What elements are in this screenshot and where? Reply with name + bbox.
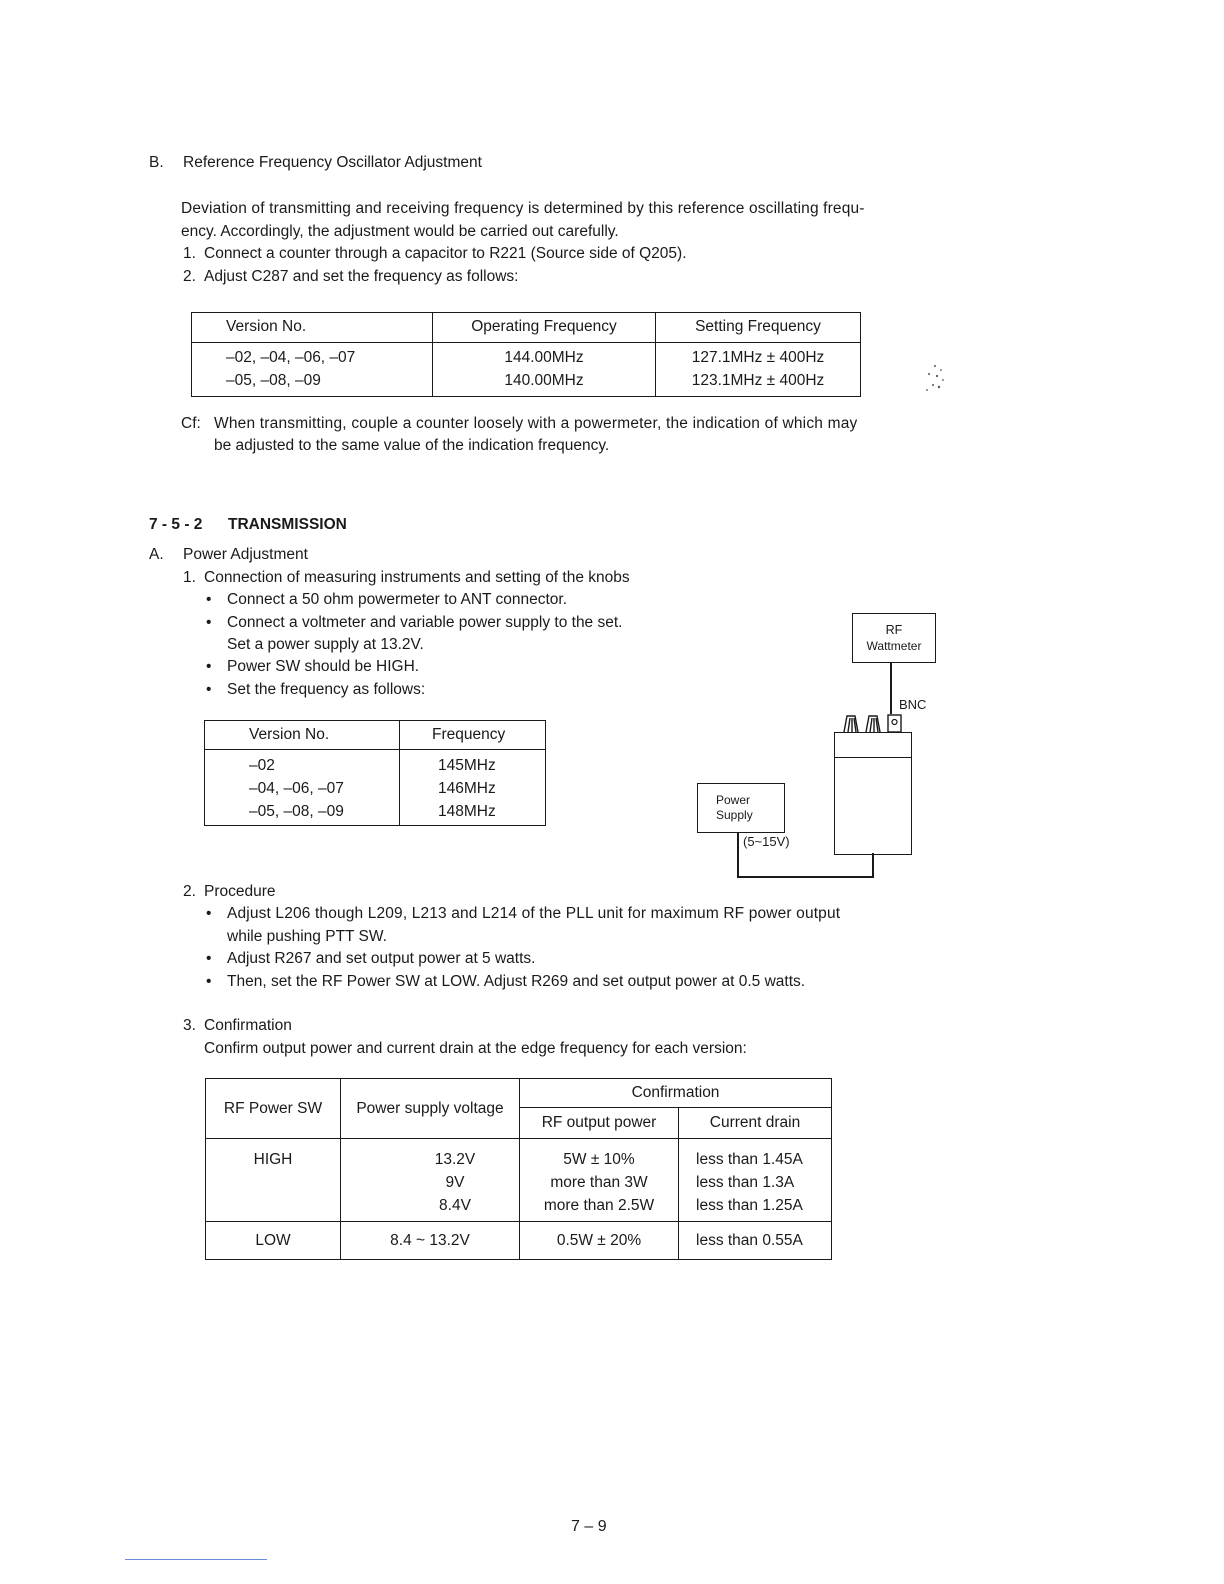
section-b-step1: Connect a counter through a capacitor to R221 (Source side of Q205). <box>204 245 687 262</box>
wattmeter-label-line1: RF <box>885 623 903 637</box>
list-item: less than 1.3A <box>696 1174 795 1191</box>
list-item: more than 2.5W <box>543 1197 655 1214</box>
table-header: Frequency <box>400 721 546 750</box>
list-item-continuation: while pushing PTT SW. <box>227 928 387 945</box>
procedure-title: Procedure <box>204 883 276 900</box>
list-item: –02, –04, –06, –07 <box>226 349 356 366</box>
tx-step1: Connection of measuring instruments and setting of the knobs <box>204 569 630 586</box>
list-item: –05, –08, –09 <box>226 372 321 389</box>
table-cell-operating <box>433 343 656 397</box>
subsection-a-title: Power Adjustment <box>183 546 308 563</box>
knob-icon <box>866 716 880 732</box>
section-b-heading: Reference Frequency Oscillator Adjustment <box>183 154 482 171</box>
section-b-letter: B. <box>149 154 164 171</box>
radio-top-panel <box>834 732 912 760</box>
section-b-step1-number: 1. <box>183 245 196 262</box>
table-cell-frequency <box>400 750 546 826</box>
table-row <box>206 1139 832 1222</box>
list-item: 144.00MHz <box>504 349 584 366</box>
table-cell <box>341 1139 520 1222</box>
bnc-cable <box>890 662 892 714</box>
scan-speck-icon <box>915 358 955 398</box>
supply-cable-bottom <box>737 876 874 878</box>
table-row <box>206 1222 832 1260</box>
power-supply-box <box>697 783 785 833</box>
table-cell: 0.5W ± 20% <box>520 1222 679 1260</box>
table-header: RF Power SW <box>206 1079 341 1139</box>
tx-step1-number: 1. <box>183 569 196 586</box>
section-b-step2: Adjust C287 and set the frequency as follows: <box>204 268 519 285</box>
supply-cable-left <box>737 832 739 878</box>
table-cell-setting <box>656 343 861 397</box>
table-cell: LOW <box>206 1222 341 1260</box>
list-item: less than 1.45A <box>696 1151 803 1168</box>
confirmation-title: Confirmation <box>204 1017 292 1034</box>
table-cell-version <box>205 750 400 826</box>
list-item: 123.1MHz ± 400Hz <box>691 372 825 389</box>
list-item: less than 1.25A <box>696 1197 803 1214</box>
section-b-paragraph-line1: Deviation of transmitting and receiving frequency is determined by this reference oscillating frequ- <box>181 200 865 217</box>
table-header: Confirmation <box>520 1079 832 1108</box>
confirmation-text: Confirm output power and current drain at the edge frequency for each version: <box>204 1040 747 1057</box>
list-item: 127.1MHz ± 400Hz <box>691 349 825 366</box>
list-item: • Power SW should be HIGH. <box>227 658 419 676</box>
list-item: • Adjust L206 though L209, L213 and L214 of the PLL unit for maximum RF power output <box>227 905 840 923</box>
section-title: TRANSMISSION <box>228 516 347 533</box>
list-item: 9V <box>445 1174 465 1191</box>
list-item: –02 <box>249 757 275 774</box>
table-header: Version No. <box>192 313 433 343</box>
table-cell <box>206 1139 341 1222</box>
radio-knobs <box>842 712 912 734</box>
supply-range-label: (5~15V) <box>743 834 790 849</box>
list-item: 148MHz <box>438 803 496 820</box>
list-item: 5W ± 10% <box>563 1151 635 1168</box>
table-cell: 8.4 ~ 13.2V <box>341 1222 520 1260</box>
list-item: 13.2V <box>434 1151 476 1168</box>
list-item: –05, –08, –09 <box>249 803 344 820</box>
confirmation-table <box>205 1078 832 1260</box>
page-number: 7 – 9 <box>571 1518 607 1535</box>
table-header: Version No. <box>205 721 400 750</box>
bnc-label: BNC <box>899 697 927 712</box>
list-item: • Connect a voltmeter and variable power supply to the set. <box>227 614 622 632</box>
list-item: 140.00MHz <box>504 372 584 389</box>
radio-body <box>834 757 912 855</box>
table-header: Power supply voltage <box>341 1079 520 1139</box>
list-item: –04, –06, –07 <box>249 780 344 797</box>
list-item: • Set the frequency as follows: <box>227 681 425 699</box>
table-cell <box>679 1139 832 1222</box>
table-header: Setting Frequency <box>656 313 861 343</box>
confirmation-number: 3. <box>183 1017 196 1034</box>
list-item-continuation: Set a power supply at 13.2V. <box>227 636 424 653</box>
table-header: Operating Frequency <box>433 313 656 343</box>
section-b-step2-number: 2. <box>183 268 196 285</box>
list-item: • Connect a 50 ohm powermeter to ANT connector. <box>227 591 567 609</box>
supply-label-line1: Power <box>716 793 751 807</box>
list-item: • Adjust R267 and set output power at 5 watts. <box>227 950 535 968</box>
bottom-scan-line <box>125 1559 267 1560</box>
table-cell-version <box>192 343 433 397</box>
wattmeter-label-line2: Wattmeter <box>866 639 922 653</box>
cf-line2: be adjusted to the same value of the indication frequency. <box>214 437 610 454</box>
subsection-a-letter: A. <box>149 546 164 563</box>
list-item: more than 3W <box>550 1174 648 1191</box>
list-item: • Then, set the RF Power SW at LOW. Adjust R269 and set output power at 0.5 watts. <box>227 973 805 991</box>
cf-line1: When transmitting, couple a counter loosely with a powermeter, the indication of which may <box>214 415 858 432</box>
section-number: 7 - 5 - 2 <box>149 516 203 533</box>
list-item: 146MHz <box>438 780 496 797</box>
cf-label: Cf: <box>181 415 201 432</box>
section-b-paragraph-line2: ency. Accordingly, the adjustment would be carried out carefully. <box>181 223 619 240</box>
table-cell: less than 0.55A <box>679 1222 832 1260</box>
supply-cable-right <box>872 853 874 878</box>
frequency-table <box>204 720 546 826</box>
rf-sw-high: HIGH <box>253 1151 293 1168</box>
table-cell <box>520 1139 679 1222</box>
supply-label-line2: Supply <box>716 808 753 822</box>
rf-wattmeter-box <box>852 613 936 663</box>
bnc-connector-icon <box>888 715 901 732</box>
table-header: Current drain <box>679 1108 832 1139</box>
procedure-number: 2. <box>183 883 196 900</box>
list-item: 145MHz <box>438 757 496 774</box>
reference-frequency-table <box>191 312 861 397</box>
list-item: 8.4V <box>439 1197 471 1214</box>
table-header: RF output power <box>520 1108 679 1139</box>
knob-icon <box>844 716 858 732</box>
